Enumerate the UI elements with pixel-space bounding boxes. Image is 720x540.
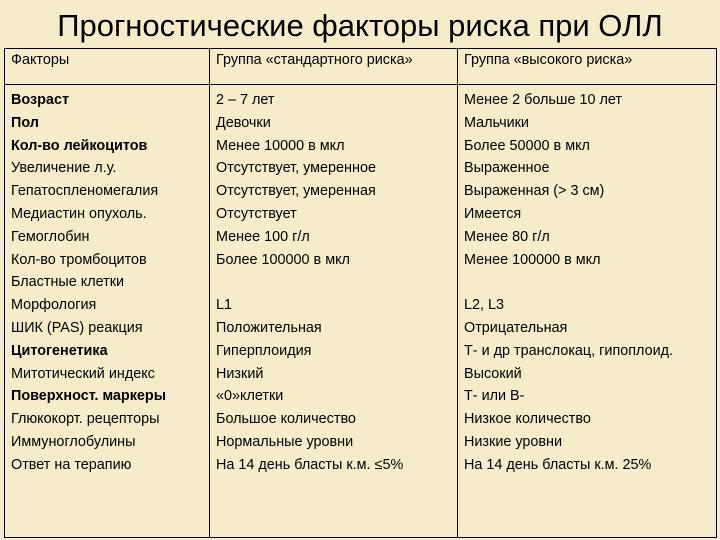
factor-cell: Ответ на терапию <box>11 456 132 473</box>
factor-cell: Морфология <box>11 297 97 314</box>
standard-risk-cell: Большое количество <box>216 411 356 428</box>
table-header-row <box>5 49 717 85</box>
table-body-row <box>5 85 717 538</box>
factor-cell: Цитогенетика <box>11 342 108 359</box>
high-risk-cell: Т- и др транслокац, гипоплоид. <box>464 342 674 359</box>
standard-risk-cell: Менее 10000 в мкл <box>216 137 345 154</box>
factor-cell: Гемоглобин <box>11 228 90 245</box>
factor-cell: Поверхност. маркеры <box>11 388 167 405</box>
factor-cell: Бластные клетки <box>11 274 125 291</box>
factor-cell: Кол-во тромбоцитов <box>11 251 147 268</box>
standard-risk-cell: Отсутствует, умеренное <box>216 160 376 177</box>
high-risk-cell: Более 50000 в мкл <box>464 137 590 154</box>
header-high-risk: Группа «высокого риска» <box>458 49 717 85</box>
high-risk-cell: Низкие уровни <box>464 433 563 450</box>
factor-cell: Глюкокорт. рецепторы <box>11 411 160 428</box>
standard-risk-cell: Девочки <box>216 114 271 131</box>
high-risk-cell: На 14 день бласты к.м. 25% <box>464 456 652 473</box>
factor-cell: Кол-во лейкоцитов <box>11 137 148 154</box>
standard-risk-cell: Низкий <box>216 365 264 382</box>
factor-cell: Митотический индекс <box>11 365 155 382</box>
standard-risk-cell: Менее 100 г/л <box>216 228 310 245</box>
factors-column <box>5 85 210 538</box>
high-risk-column <box>458 85 717 538</box>
standard-risk-cell: На 14 день бласты к.м. ≤5% <box>216 456 404 473</box>
factor-cell: Иммуноглобулины <box>11 433 136 450</box>
high-risk-cell: L2, L3 <box>464 297 505 314</box>
high-risk-cell <box>464 271 710 294</box>
high-risk-cell: Имеется <box>464 205 522 222</box>
page-title: Прогностические факторы риска при ОЛЛ <box>57 8 663 43</box>
factor-cell: Возраст <box>11 92 69 108</box>
factor-cell: Медиастин опухоль. <box>11 205 147 222</box>
factor-cell: Пол <box>11 114 39 131</box>
high-risk-cell: Выраженное <box>464 160 550 177</box>
standard-risk-cell: Более 100000 в мкл <box>216 251 350 268</box>
high-risk-cell: Менее 2 больше 10 лет <box>464 92 622 108</box>
high-risk-cell: Низкое количество <box>464 411 591 428</box>
high-risk-cell: Высокий <box>464 365 522 382</box>
factor-cell: Увеличение л.у. <box>11 160 117 177</box>
standard-risk-cell: Нормальные уровни <box>216 433 354 450</box>
standard-risk-cell: L1 <box>216 297 233 314</box>
standard-risk-cell: «0»клетки <box>216 388 284 405</box>
high-risk-cell: Т- или В- <box>464 388 525 405</box>
high-risk-cell: Отрицательная <box>464 319 568 336</box>
high-risk-cell: Мальчики <box>464 114 529 131</box>
high-risk-cell: Менее 80 г/л <box>464 228 550 245</box>
factor-cell: Гепатоспленомегалия <box>11 183 159 200</box>
risk-factors-table <box>4 48 717 538</box>
high-risk-cell: Выраженная (> 3 см) <box>464 183 605 200</box>
high-risk-cell: Менее 100000 в мкл <box>464 251 601 268</box>
standard-risk-column <box>210 85 458 538</box>
factor-cell: ШИК (PAS) реакция <box>11 319 143 336</box>
standard-risk-cell <box>216 271 451 294</box>
standard-risk-cell: 2 – 7 лет <box>216 92 275 108</box>
standard-risk-cell: Отсутствует, умеренная <box>216 183 376 200</box>
header-standard-risk: Группа «стандартного риска» <box>210 49 458 85</box>
standard-risk-cell: Положительная <box>216 319 322 336</box>
header-factors: Факторы <box>5 49 210 85</box>
standard-risk-cell: Отсутствует <box>216 205 297 222</box>
standard-risk-cell: Гиперплоидия <box>216 342 312 359</box>
